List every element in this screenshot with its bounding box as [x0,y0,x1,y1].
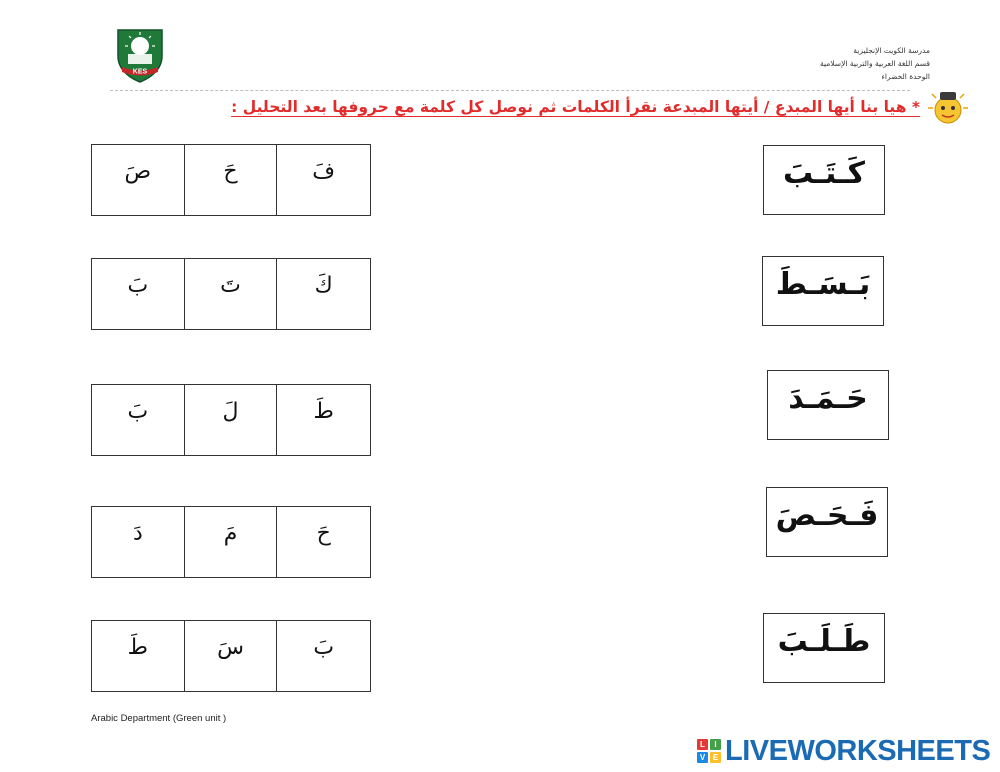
letter-grid-1[interactable] [91,144,371,216]
word-box-4[interactable]: فَـحَـصَ [766,487,888,557]
word-box-1[interactable]: كَـتَـبَ [763,145,885,215]
mascot-icon [926,84,970,128]
word-box-5[interactable]: طَـلَـبَ [763,613,885,683]
cube-letter: I [710,739,721,750]
footer-department: Arabic Department (Green unit ) [91,713,227,724]
school-header [690,44,930,83]
letter-cell: حَ [316,521,331,546]
letter-cell: طَ [92,621,185,691]
brand-text: LIVEWORKSHEETS [725,734,991,767]
letter-cell: دَ [92,507,185,577]
liveworksheets-logo[interactable] [697,736,990,766]
letter-cell: تَ [185,259,278,329]
unit-name: الوحدة الخضراء [881,72,930,81]
word-box-3[interactable]: حَـمَـدَ [767,370,889,440]
department-name: قسم اللغة العربية والتربية الإسلامية [820,59,930,68]
letter-cell: لَ [185,385,278,455]
letter-grid-3[interactable] [91,384,371,456]
letter-cell: فَ [312,159,336,184]
letter-cell: صَ [92,145,185,215]
letter-cell: بَ [92,385,185,455]
cube-letter: L [697,739,708,750]
word-box-2[interactable]: بَـسَـطَ [762,256,884,326]
cube-letter: E [710,752,721,763]
school-logo [110,26,170,84]
cube-letter: V [697,752,708,763]
letter-cell: بَ [92,259,185,329]
instruction-text: * هيا بنا أيها المبدع / أيتها المبدعة نقرأ الكلمات ثم نوصل كل كلمة مع حروفها بعد التحليل : [231,98,920,116]
letter-cell: كَ [314,273,333,298]
letter-cell: بَ [313,635,335,660]
live-cubes-icon [697,739,721,763]
header-divider [110,90,910,91]
letter-cell: سَ [185,621,278,691]
letter-grid-4[interactable] [91,506,371,578]
letter-cell: حَ [185,145,278,215]
logo-lettering: KES [132,68,148,76]
letter-grid-5[interactable] [91,620,371,692]
letter-grid-2[interactable] [91,258,371,330]
letter-cell: طَ [313,399,334,424]
letter-cell: مَ [185,507,278,577]
school-name: مدرسة الكويت الإنجليزية [853,46,930,55]
